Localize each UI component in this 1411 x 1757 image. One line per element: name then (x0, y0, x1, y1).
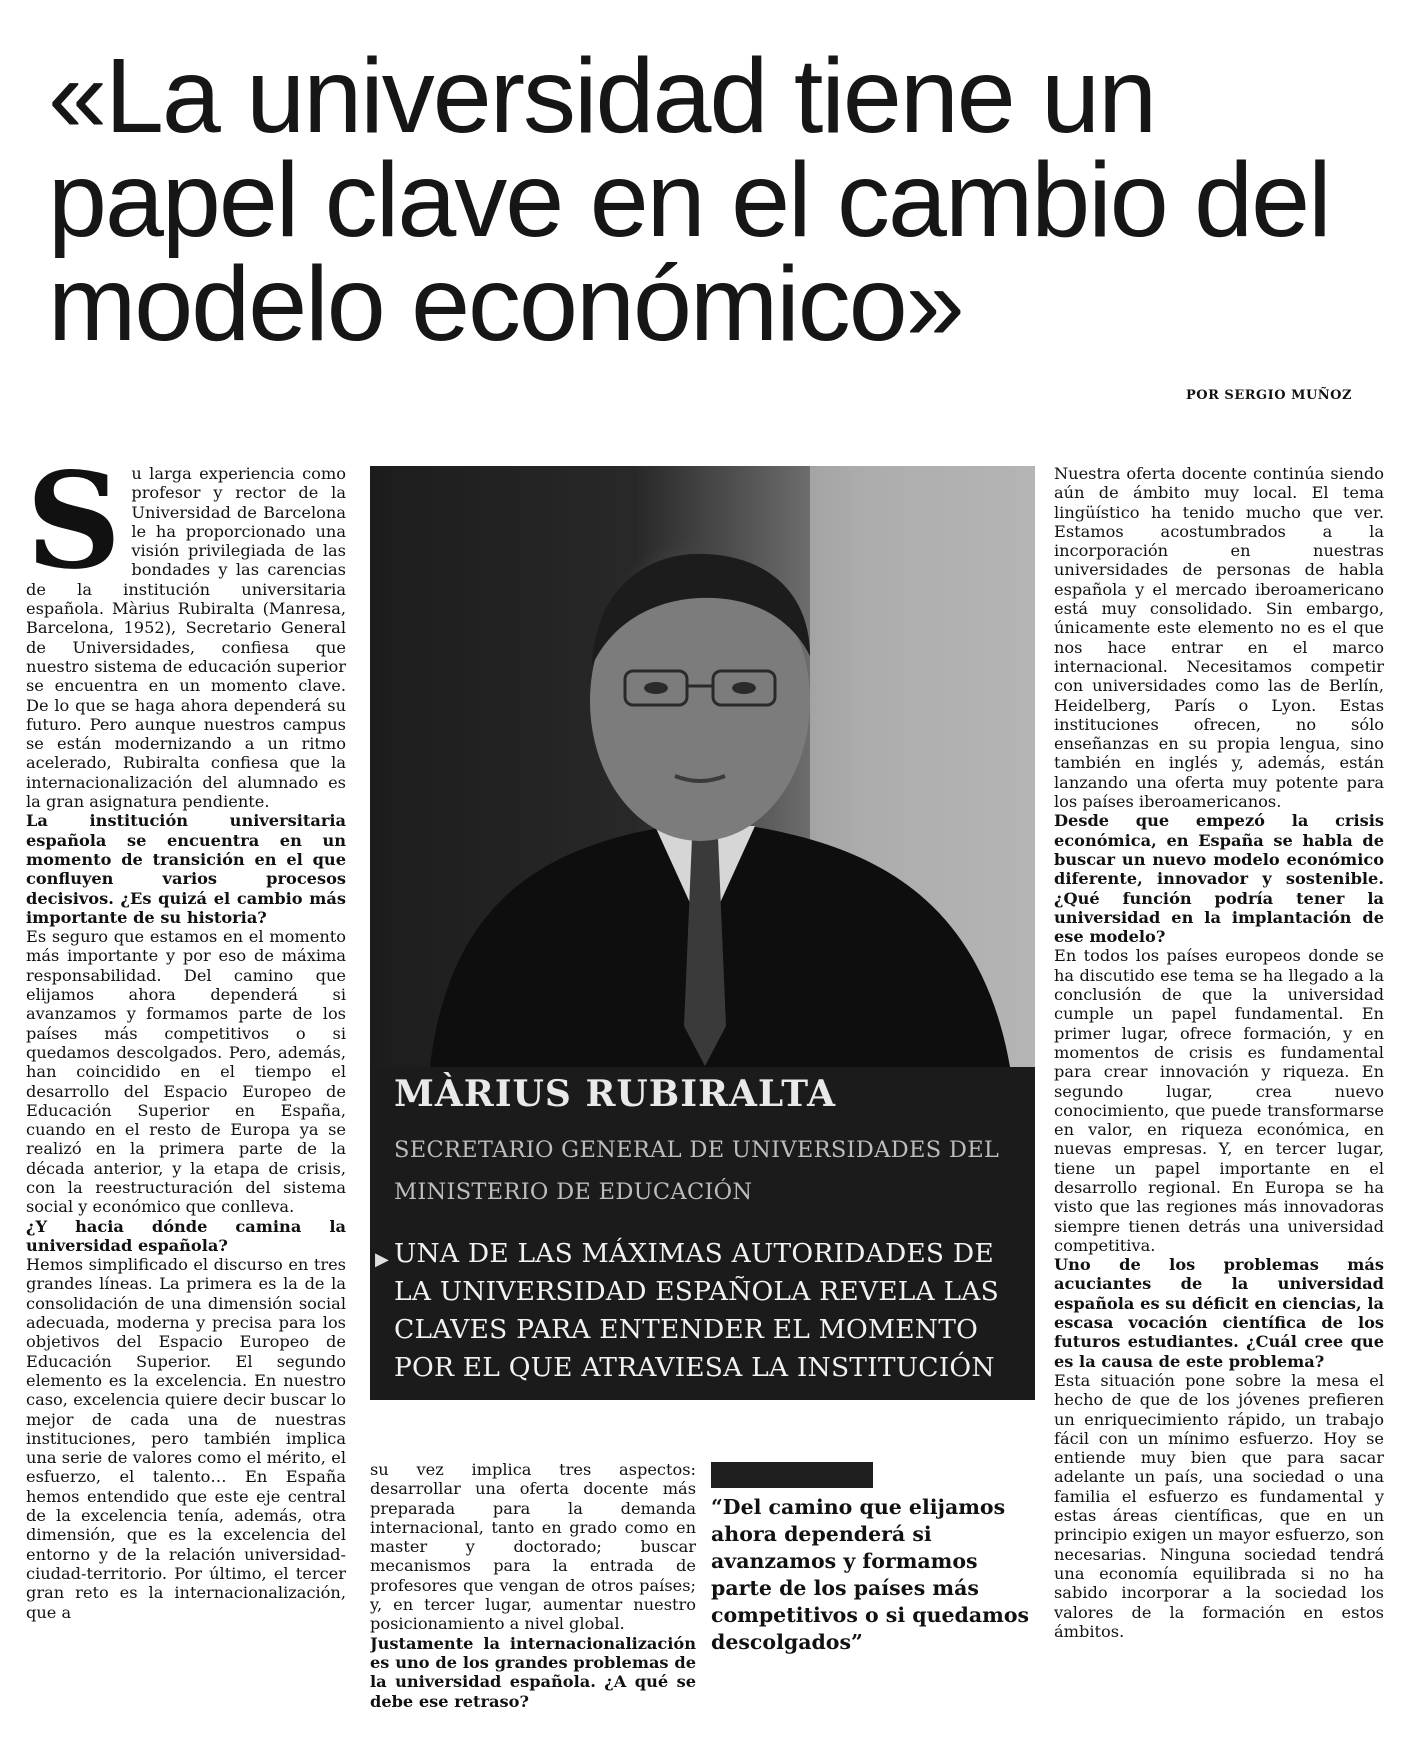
drop-cap: S (26, 464, 122, 599)
interview-answer: Esta situación pone sobre la mesa el hecho de que de los jóvenes prefieren un enriquecimiento rápido, un trabajo fácil con un mínimo esfuerzo. Hoy se entiende muy bien que para sacar adelante un país, una sociedad o una familia el esfuerzo es fundamental y estas áreas científicas, que en un principio exigen un mayor esfuerzo, son necesarias. Ninguna sociedad tendrá una economía equilibrada si no ha sabido incorporar a la sociedad los valores de la formación en estos ámbitos. (1054, 1370, 1384, 1641)
right-column (1054, 464, 1384, 1754)
left-column-text (26, 464, 346, 1622)
middle-column-text (370, 1460, 696, 1711)
interview-question: La institución universitaria española se encuentra en un momento de transición en el que confluyen varios procesos decisivos. ¿Es quizá el cambio más importante de su historia? (26, 811, 346, 927)
interview-question: Justamente la internacionalización es uno de los grandes problemas de la universidad española. ¿A qué se debe ese retraso? (370, 1633, 696, 1711)
interviewee-role: SECRETARIO GENERAL DE UNIVERSIDADES DEL MINISTERIO DE EDUCACIÓN (394, 1137, 1000, 1205)
interview-answer: Nuestra oferta docente continúa siendo aún de ámbito muy local. El tema lingüístico ha tenido mucho que ver. Estamos acostumbrados a la incorporación en nuestras universidades de personas de habla española y el mercado iberoamericano está muy consolidado. Sin embargo, únicamente este elemento no es el que nos hace entrar en el marco internacional. Necesitamos competir con universidades como las de Berlín, Heidelberg, París o Lyon. Estas instituciones ofrecen, no sólo enseñanzas en su propia lengua, sino también en inglés y, además, están lanzando una oferta muy potente para los países iberoamericanos. (1054, 464, 1384, 812)
interview-question: Desde que empezó la crisis económica, en España se habla de buscar un nuevo modelo económico diferente, innovador y sostenible. ¿Qué función podría tener la universidad en la implantación de ese modelo? (1054, 811, 1384, 947)
portrait-photo (370, 466, 1035, 1067)
pull-quote: “Del camino que elijamos ahora dependerá si avanzamos y formamos parte de los países más competitivos o si quedamos descolgados” (711, 1495, 1030, 1654)
lead-summary: UNA DE LAS MÁXIMAS AUTORIDADES DE LA UNIVERSIDAD ESPAÑOLA REVELA LAS CLAVES PARA ENTENDER EL MOMENTO POR EL QUE ATRAVIESA LA INSTITUCIÓN (394, 1238, 999, 1383)
quote-bar (711, 1462, 873, 1488)
left-column (26, 464, 346, 1754)
interview-answer: su vez implica tres aspectos: desarrollar una oferta docente más preparada para la demanda internacional, tanto en grado como en master y doctorado; buscar mecanismos para la entrada de profesores que vengan de otros países; y, en tercer lugar, aumentar nuestro posicionamiento a nivel global. (370, 1460, 696, 1634)
interview-question: ¿Y hacia dónde camina la universidad española? (26, 1216, 346, 1255)
middle-column (370, 1460, 696, 1752)
byline: POR SERGIO MUÑOZ (1186, 388, 1352, 403)
headline: «La universidad tiene un papel clave en el cambio del modelo económico» (48, 37, 1330, 363)
portrait-figure (370, 466, 1035, 1067)
interview-answer: En todos los países europeos donde se ha discutido ese tema se ha llegado a la conclusión de que la universidad cumple un papel fundamental. En primer lugar, ofrece formación, y en momentos de crisis es fundamental para crear innovación y riqueza. En segundo lugar, crea nuevo conocimiento, que puede transformarse en valor, en riqueza económica, en nuevas empresas. Y, en tercer lugar, tiene un papel importante en el desarrollo regional. En Europa se ha visto que las regiones más innovadoras siempre tienen detrás una universidad competitiva. (1054, 946, 1384, 1255)
interview-answer: Hemos simplificado el discurso en tres grandes líneas. La primera es la de la consolidación de una dimensión social adecuada, moderna y precisa para los objetivos del Espacio Europeo de Educación Superior. El segundo elemento es la excelencia. En nuestro caso, excelencia quiere decir buscar lo mejor de cada una de nuestras instituciones, pero también implica una serie de valores como el mérito, el esfuerzo, el talento… En España hemos entendido que este eje central de la excelencia tenía, además, otra dimensión, que es la excelencia del entorno y de la relación universidad-ciudad-territorio. Por último, el tercer gran reto es la internacionalización, que a (26, 1255, 346, 1622)
interview-question: Uno de los problemas más acuciantes de la universidad española es su déficit en ciencias, la escasa vocación científica de los futuros estudiantes. ¿Cuál cree que es la causa de este problema? (1054, 1255, 1384, 1371)
interview-answer: Es seguro que estamos en el momento más importante y por eso de máxima responsabilidad. Del camino que elijamos ahora dependerá si avanzamos y formamos parte de los países más competitivos o si quedamos descolgados. Pero, además, han coincidido en el tiempo el desarrollo del Espacio Europeo de Educación Superior en España, cuando en el resto de Europa ya se realizó en la primera parte de la década anterior, y la etapa de crisis, con la reestructuración del sistema social y económico que conlleva. (26, 927, 346, 1217)
triangle-right-icon: ▶ (375, 1249, 389, 1270)
right-column-text (1054, 464, 1384, 1641)
profile-banner (370, 1067, 1035, 1400)
interviewee-name: MÀRIUS RUBIRALTA (394, 1073, 837, 1115)
interview-answer: u larga experiencia como profesor y rector de la Universidad de Barcelona le ha proporcionado una visión privilegiada de las bondades y las carencias de la institución universitaria española. Màrius Rubiralta (Manresa, Barcelona, 1952), Secretario General de Universidades, confiesa que nuestro sistema de educación superior se encuentra en un momento clave. De lo que se haga ahora dependerá su futuro. Pero aunque nuestros campus se están modernizando a un ritmo acelerado, Rubiralta confiesa que la internacionalización del alumnado es la gran asignatura pendiente. (26, 464, 346, 812)
